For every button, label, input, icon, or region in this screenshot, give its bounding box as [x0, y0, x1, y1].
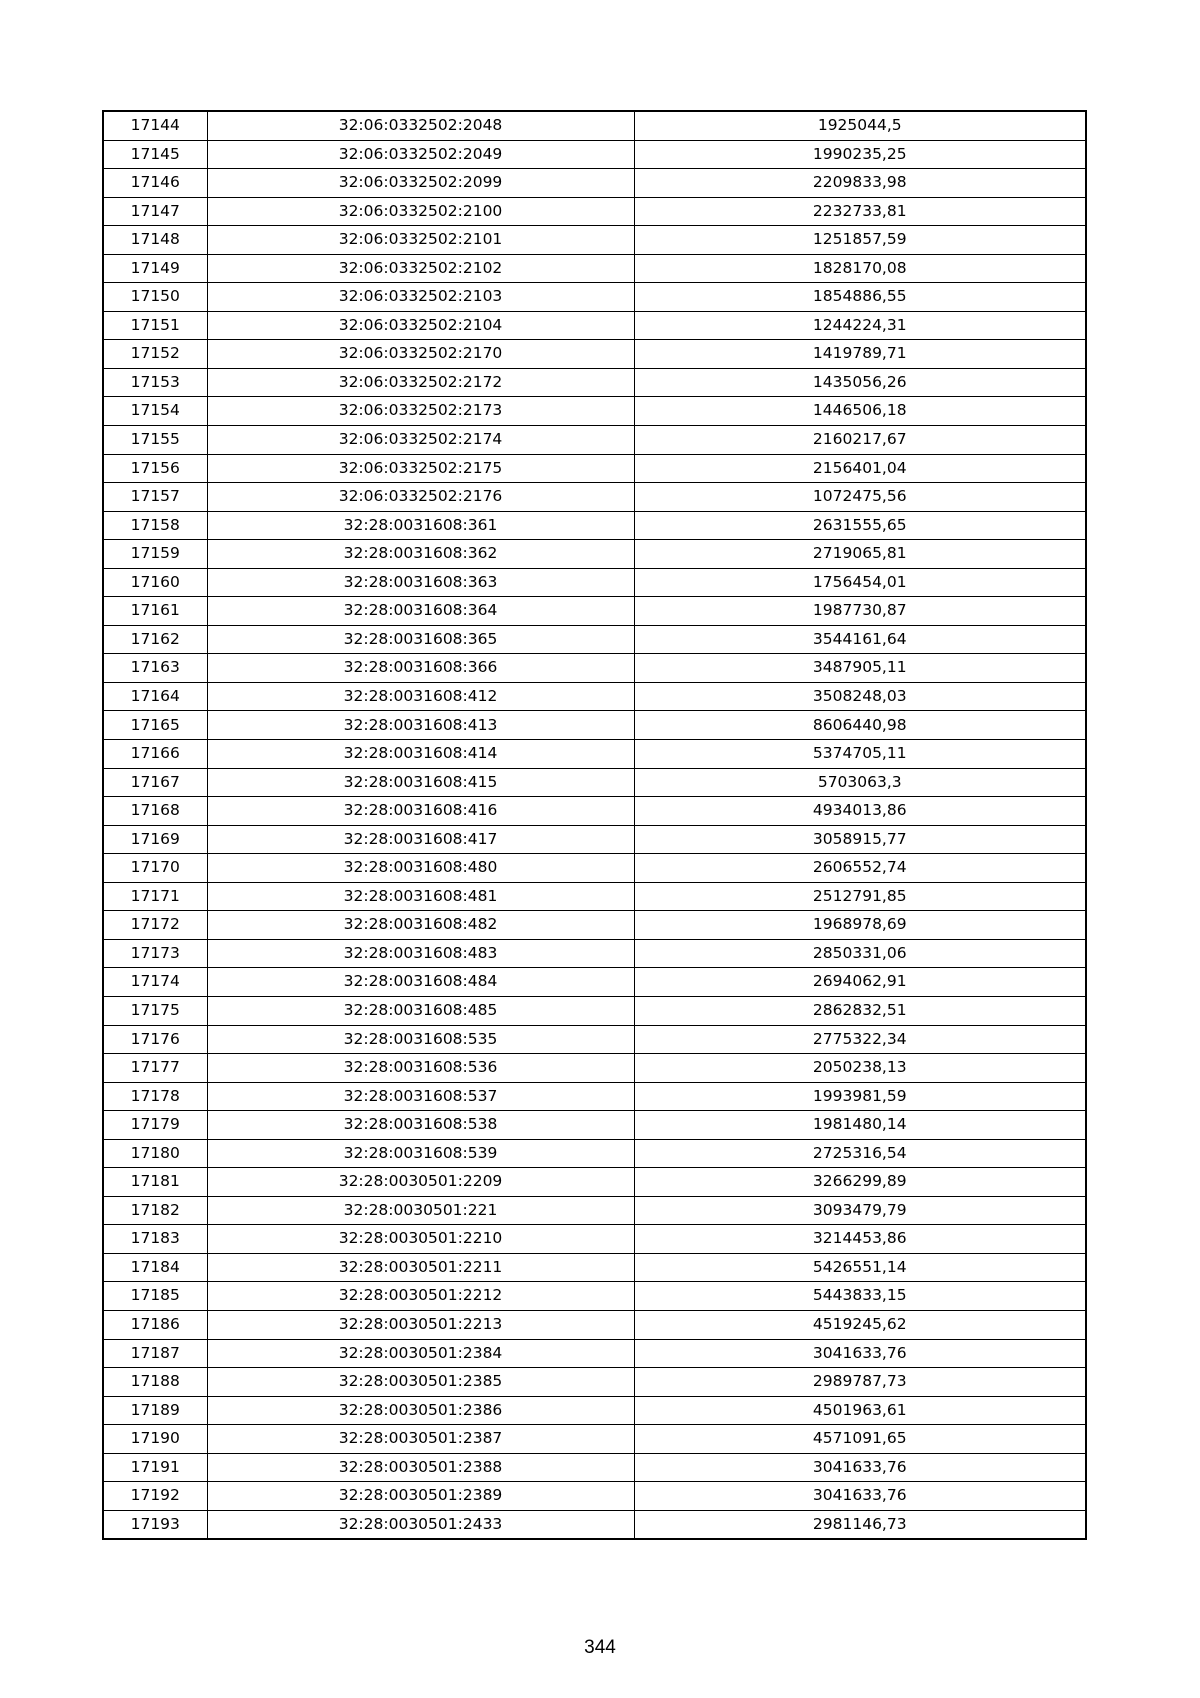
- cadastral-number-cell: 32:28:0030501:2387: [207, 1425, 634, 1454]
- row-number-cell: 17165: [103, 711, 207, 740]
- row-number-cell: 17166: [103, 740, 207, 769]
- table-row: [103, 682, 1086, 711]
- table-row: [103, 654, 1086, 683]
- row-number-cell: 17162: [103, 625, 207, 654]
- cadastral-number-cell: 32:28:0031608:482: [207, 911, 634, 940]
- cadastral-number-cell: 32:06:0332502:2175: [207, 454, 634, 483]
- cadastral-number-cell: 32:28:0031608:364: [207, 597, 634, 626]
- cadastral-number-cell: 32:06:0332502:2176: [207, 483, 634, 512]
- row-number-cell: 17168: [103, 797, 207, 826]
- value-cell: 1435056,26: [634, 368, 1086, 397]
- cadastral-number-cell: 32:28:0031608:413: [207, 711, 634, 740]
- table-row: [103, 1253, 1086, 1282]
- value-cell: 2631555,65: [634, 511, 1086, 540]
- value-cell: 1990235,25: [634, 140, 1086, 169]
- table-row: [103, 340, 1086, 369]
- row-number-cell: 17178: [103, 1082, 207, 1111]
- row-number-cell: 17181: [103, 1168, 207, 1197]
- value-cell: 2209833,98: [634, 169, 1086, 198]
- value-cell: 2050238,13: [634, 1054, 1086, 1083]
- cadastral-number-cell: 32:28:0030501:2388: [207, 1453, 634, 1482]
- row-number-cell: 17170: [103, 854, 207, 883]
- table-row: [103, 254, 1086, 283]
- cadastral-value-table: [102, 110, 1087, 1540]
- cadastral-number-cell: 32:28:0030501:2389: [207, 1482, 634, 1511]
- cadastral-number-cell: 32:28:0031608:414: [207, 740, 634, 769]
- table-row: [103, 197, 1086, 226]
- table-body: [103, 111, 1086, 1539]
- value-cell: 3487905,11: [634, 654, 1086, 683]
- cadastral-number-cell: 32:06:0332502:2172: [207, 368, 634, 397]
- row-number-cell: 17193: [103, 1510, 207, 1539]
- table-row: [103, 1368, 1086, 1397]
- table-row: [103, 1482, 1086, 1511]
- row-number-cell: 17188: [103, 1368, 207, 1397]
- cadastral-number-cell: 32:28:0031608:361: [207, 511, 634, 540]
- cadastral-number-cell: 32:28:0031608:365: [207, 625, 634, 654]
- value-cell: 1925044,5: [634, 111, 1086, 140]
- cadastral-number-cell: 32:06:0332502:2174: [207, 426, 634, 455]
- row-number-cell: 17158: [103, 511, 207, 540]
- cadastral-number-cell: 32:28:0031608:366: [207, 654, 634, 683]
- value-cell: 2775322,34: [634, 1025, 1086, 1054]
- row-number-cell: 17189: [103, 1396, 207, 1425]
- value-cell: 2232733,81: [634, 197, 1086, 226]
- value-cell: 1419789,71: [634, 340, 1086, 369]
- row-number-cell: 17144: [103, 111, 207, 140]
- table-row: [103, 1282, 1086, 1311]
- table-row: [103, 1510, 1086, 1539]
- value-cell: 2160217,67: [634, 426, 1086, 455]
- cadastral-number-cell: 32:28:0031608:416: [207, 797, 634, 826]
- cadastral-number-cell: 32:06:0332502:2173: [207, 397, 634, 426]
- value-cell: 4571091,65: [634, 1425, 1086, 1454]
- value-cell: 1446506,18: [634, 397, 1086, 426]
- cadastral-number-cell: 32:06:0332502:2049: [207, 140, 634, 169]
- value-cell: 2606552,74: [634, 854, 1086, 883]
- table-row: [103, 740, 1086, 769]
- row-number-cell: 17160: [103, 568, 207, 597]
- cadastral-number-cell: 32:28:0031608:363: [207, 568, 634, 597]
- cadastral-number-cell: 32:28:0031608:417: [207, 825, 634, 854]
- row-number-cell: 17184: [103, 1253, 207, 1282]
- row-number-cell: 17185: [103, 1282, 207, 1311]
- cadastral-number-cell: 32:28:0030501:2209: [207, 1168, 634, 1197]
- table-row: [103, 968, 1086, 997]
- cadastral-number-cell: 32:06:0332502:2104: [207, 311, 634, 340]
- row-number-cell: 17177: [103, 1054, 207, 1083]
- table-row: [103, 1168, 1086, 1197]
- table-row: [103, 625, 1086, 654]
- value-cell: 2725316,54: [634, 1139, 1086, 1168]
- table-row: [103, 1339, 1086, 1368]
- row-number-cell: 17167: [103, 768, 207, 797]
- cadastral-number-cell: 32:28:0031608:415: [207, 768, 634, 797]
- table-row: [103, 283, 1086, 312]
- value-cell: 1828170,08: [634, 254, 1086, 283]
- value-cell: 2850331,06: [634, 939, 1086, 968]
- value-cell: 3041633,76: [634, 1453, 1086, 1482]
- cadastral-number-cell: 32:28:0031608:537: [207, 1082, 634, 1111]
- value-cell: 2694062,91: [634, 968, 1086, 997]
- table-row: [103, 483, 1086, 512]
- table-row: [103, 1396, 1086, 1425]
- value-cell: 1251857,59: [634, 226, 1086, 255]
- value-cell: 2512791,85: [634, 882, 1086, 911]
- cadastral-number-cell: 32:06:0332502:2170: [207, 340, 634, 369]
- row-number-cell: 17183: [103, 1225, 207, 1254]
- row-number-cell: 17145: [103, 140, 207, 169]
- row-number-cell: 17153: [103, 368, 207, 397]
- value-cell: 4934013,86: [634, 797, 1086, 826]
- cadastral-number-cell: 32:28:0030501:2212: [207, 1282, 634, 1311]
- row-number-cell: 17151: [103, 311, 207, 340]
- value-cell: 8606440,98: [634, 711, 1086, 740]
- cadastral-number-cell: 32:28:0031608:485: [207, 996, 634, 1025]
- table-row: [103, 1082, 1086, 1111]
- cadastral-number-cell: 32:28:0030501:2386: [207, 1396, 634, 1425]
- row-number-cell: 17169: [103, 825, 207, 854]
- cadastral-number-cell: 32:28:0031608:481: [207, 882, 634, 911]
- value-cell: 3058915,77: [634, 825, 1086, 854]
- value-cell: 3508248,03: [634, 682, 1086, 711]
- table-row: [103, 1025, 1086, 1054]
- value-cell: 1244224,31: [634, 311, 1086, 340]
- table-row: [103, 1196, 1086, 1225]
- row-number-cell: 17174: [103, 968, 207, 997]
- value-cell: 1981480,14: [634, 1111, 1086, 1140]
- row-number-cell: 17172: [103, 911, 207, 940]
- table-row: [103, 311, 1086, 340]
- cadastral-number-cell: 32:28:0030501:2385: [207, 1368, 634, 1397]
- row-number-cell: 17157: [103, 483, 207, 512]
- row-number-cell: 17176: [103, 1025, 207, 1054]
- table-row: [103, 939, 1086, 968]
- cadastral-number-cell: 32:28:0031608:536: [207, 1054, 634, 1083]
- value-cell: 1072475,56: [634, 483, 1086, 512]
- table-row: [103, 1453, 1086, 1482]
- row-number-cell: 17147: [103, 197, 207, 226]
- table-row: [103, 711, 1086, 740]
- row-number-cell: 17179: [103, 1111, 207, 1140]
- cadastral-number-cell: 32:28:0031608:484: [207, 968, 634, 997]
- row-number-cell: 17154: [103, 397, 207, 426]
- row-number-cell: 17182: [103, 1196, 207, 1225]
- value-cell: 3093479,79: [634, 1196, 1086, 1225]
- row-number-cell: 17164: [103, 682, 207, 711]
- cadastral-number-cell: 32:28:0031608:412: [207, 682, 634, 711]
- cadastral-number-cell: 32:28:0031608:535: [207, 1025, 634, 1054]
- table-row: [103, 454, 1086, 483]
- table-row: [103, 1310, 1086, 1339]
- row-number-cell: 17150: [103, 283, 207, 312]
- value-cell: 5374705,11: [634, 740, 1086, 769]
- cadastral-number-cell: 32:28:0030501:221: [207, 1196, 634, 1225]
- row-number-cell: 17149: [103, 254, 207, 283]
- table-row: [103, 911, 1086, 940]
- value-cell: 2862832,51: [634, 996, 1086, 1025]
- row-number-cell: 17175: [103, 996, 207, 1025]
- row-number-cell: 17155: [103, 426, 207, 455]
- value-cell: 3214453,86: [634, 1225, 1086, 1254]
- row-number-cell: 17152: [103, 340, 207, 369]
- value-cell: 2719065,81: [634, 540, 1086, 569]
- value-cell: 4501963,61: [634, 1396, 1086, 1425]
- row-number-cell: 17173: [103, 939, 207, 968]
- row-number-cell: 17161: [103, 597, 207, 626]
- cadastral-number-cell: 32:28:0031608:483: [207, 939, 634, 968]
- cadastral-number-cell: 32:28:0030501:2210: [207, 1225, 634, 1254]
- table-row: [103, 426, 1086, 455]
- table-row: [103, 568, 1086, 597]
- cadastral-number-cell: 32:28:0030501:2384: [207, 1339, 634, 1368]
- row-number-cell: 17163: [103, 654, 207, 683]
- cadastral-number-cell: 32:06:0332502:2102: [207, 254, 634, 283]
- table-row: [103, 1054, 1086, 1083]
- value-cell: 2989787,73: [634, 1368, 1086, 1397]
- cadastral-number-cell: 32:06:0332502:2100: [207, 197, 634, 226]
- table-row: [103, 140, 1086, 169]
- cadastral-number-cell: 32:28:0030501:2213: [207, 1310, 634, 1339]
- value-cell: 5443833,15: [634, 1282, 1086, 1311]
- table-row: [103, 540, 1086, 569]
- value-cell: 5703063,3: [634, 768, 1086, 797]
- row-number-cell: 17148: [103, 226, 207, 255]
- row-number-cell: 17186: [103, 1310, 207, 1339]
- row-number-cell: 17180: [103, 1139, 207, 1168]
- row-number-cell: 17146: [103, 169, 207, 198]
- table-row: [103, 1111, 1086, 1140]
- row-number-cell: 17187: [103, 1339, 207, 1368]
- cadastral-number-cell: 32:06:0332502:2048: [207, 111, 634, 140]
- table-row: [103, 882, 1086, 911]
- cadastral-number-cell: 32:06:0332502:2103: [207, 283, 634, 312]
- value-cell: 1756454,01: [634, 568, 1086, 597]
- cadastral-number-cell: 32:28:0030501:2433: [207, 1510, 634, 1539]
- table-row: [103, 1225, 1086, 1254]
- cadastral-number-cell: 32:06:0332502:2099: [207, 169, 634, 198]
- page-number: 344: [584, 1637, 616, 1658]
- table-row: [103, 825, 1086, 854]
- row-number-cell: 17159: [103, 540, 207, 569]
- table-row: [103, 1139, 1086, 1168]
- table-row: [103, 854, 1086, 883]
- table-row: [103, 511, 1086, 540]
- table-row: [103, 1425, 1086, 1454]
- table-row: [103, 597, 1086, 626]
- row-number-cell: 17191: [103, 1453, 207, 1482]
- cadastral-number-cell: 32:28:0031608:539: [207, 1139, 634, 1168]
- table-row: [103, 169, 1086, 198]
- value-cell: 4519245,62: [634, 1310, 1086, 1339]
- cadastral-number-cell: 32:28:0031608:538: [207, 1111, 634, 1140]
- value-cell: 2981146,73: [634, 1510, 1086, 1539]
- table-row: [103, 111, 1086, 140]
- cadastral-number-cell: 32:06:0332502:2101: [207, 226, 634, 255]
- value-cell: 3041633,76: [634, 1482, 1086, 1511]
- table-row: [103, 797, 1086, 826]
- value-cell: 3544161,64: [634, 625, 1086, 654]
- row-number-cell: 17156: [103, 454, 207, 483]
- value-cell: 3266299,89: [634, 1168, 1086, 1197]
- table-row: [103, 368, 1086, 397]
- row-number-cell: 17192: [103, 1482, 207, 1511]
- value-cell: 1993981,59: [634, 1082, 1086, 1111]
- row-number-cell: 17171: [103, 882, 207, 911]
- table-row: [103, 226, 1086, 255]
- value-cell: 1854886,55: [634, 283, 1086, 312]
- value-cell: 2156401,04: [634, 454, 1086, 483]
- table-row: [103, 768, 1086, 797]
- table-row: [103, 397, 1086, 426]
- value-cell: 5426551,14: [634, 1253, 1086, 1282]
- cadastral-number-cell: 32:28:0030501:2211: [207, 1253, 634, 1282]
- value-cell: 3041633,76: [634, 1339, 1086, 1368]
- row-number-cell: 17190: [103, 1425, 207, 1454]
- cadastral-number-cell: 32:28:0031608:480: [207, 854, 634, 883]
- value-cell: 1987730,87: [634, 597, 1086, 626]
- cadastral-number-cell: 32:28:0031608:362: [207, 540, 634, 569]
- value-cell: 1968978,69: [634, 911, 1086, 940]
- table-row: [103, 996, 1086, 1025]
